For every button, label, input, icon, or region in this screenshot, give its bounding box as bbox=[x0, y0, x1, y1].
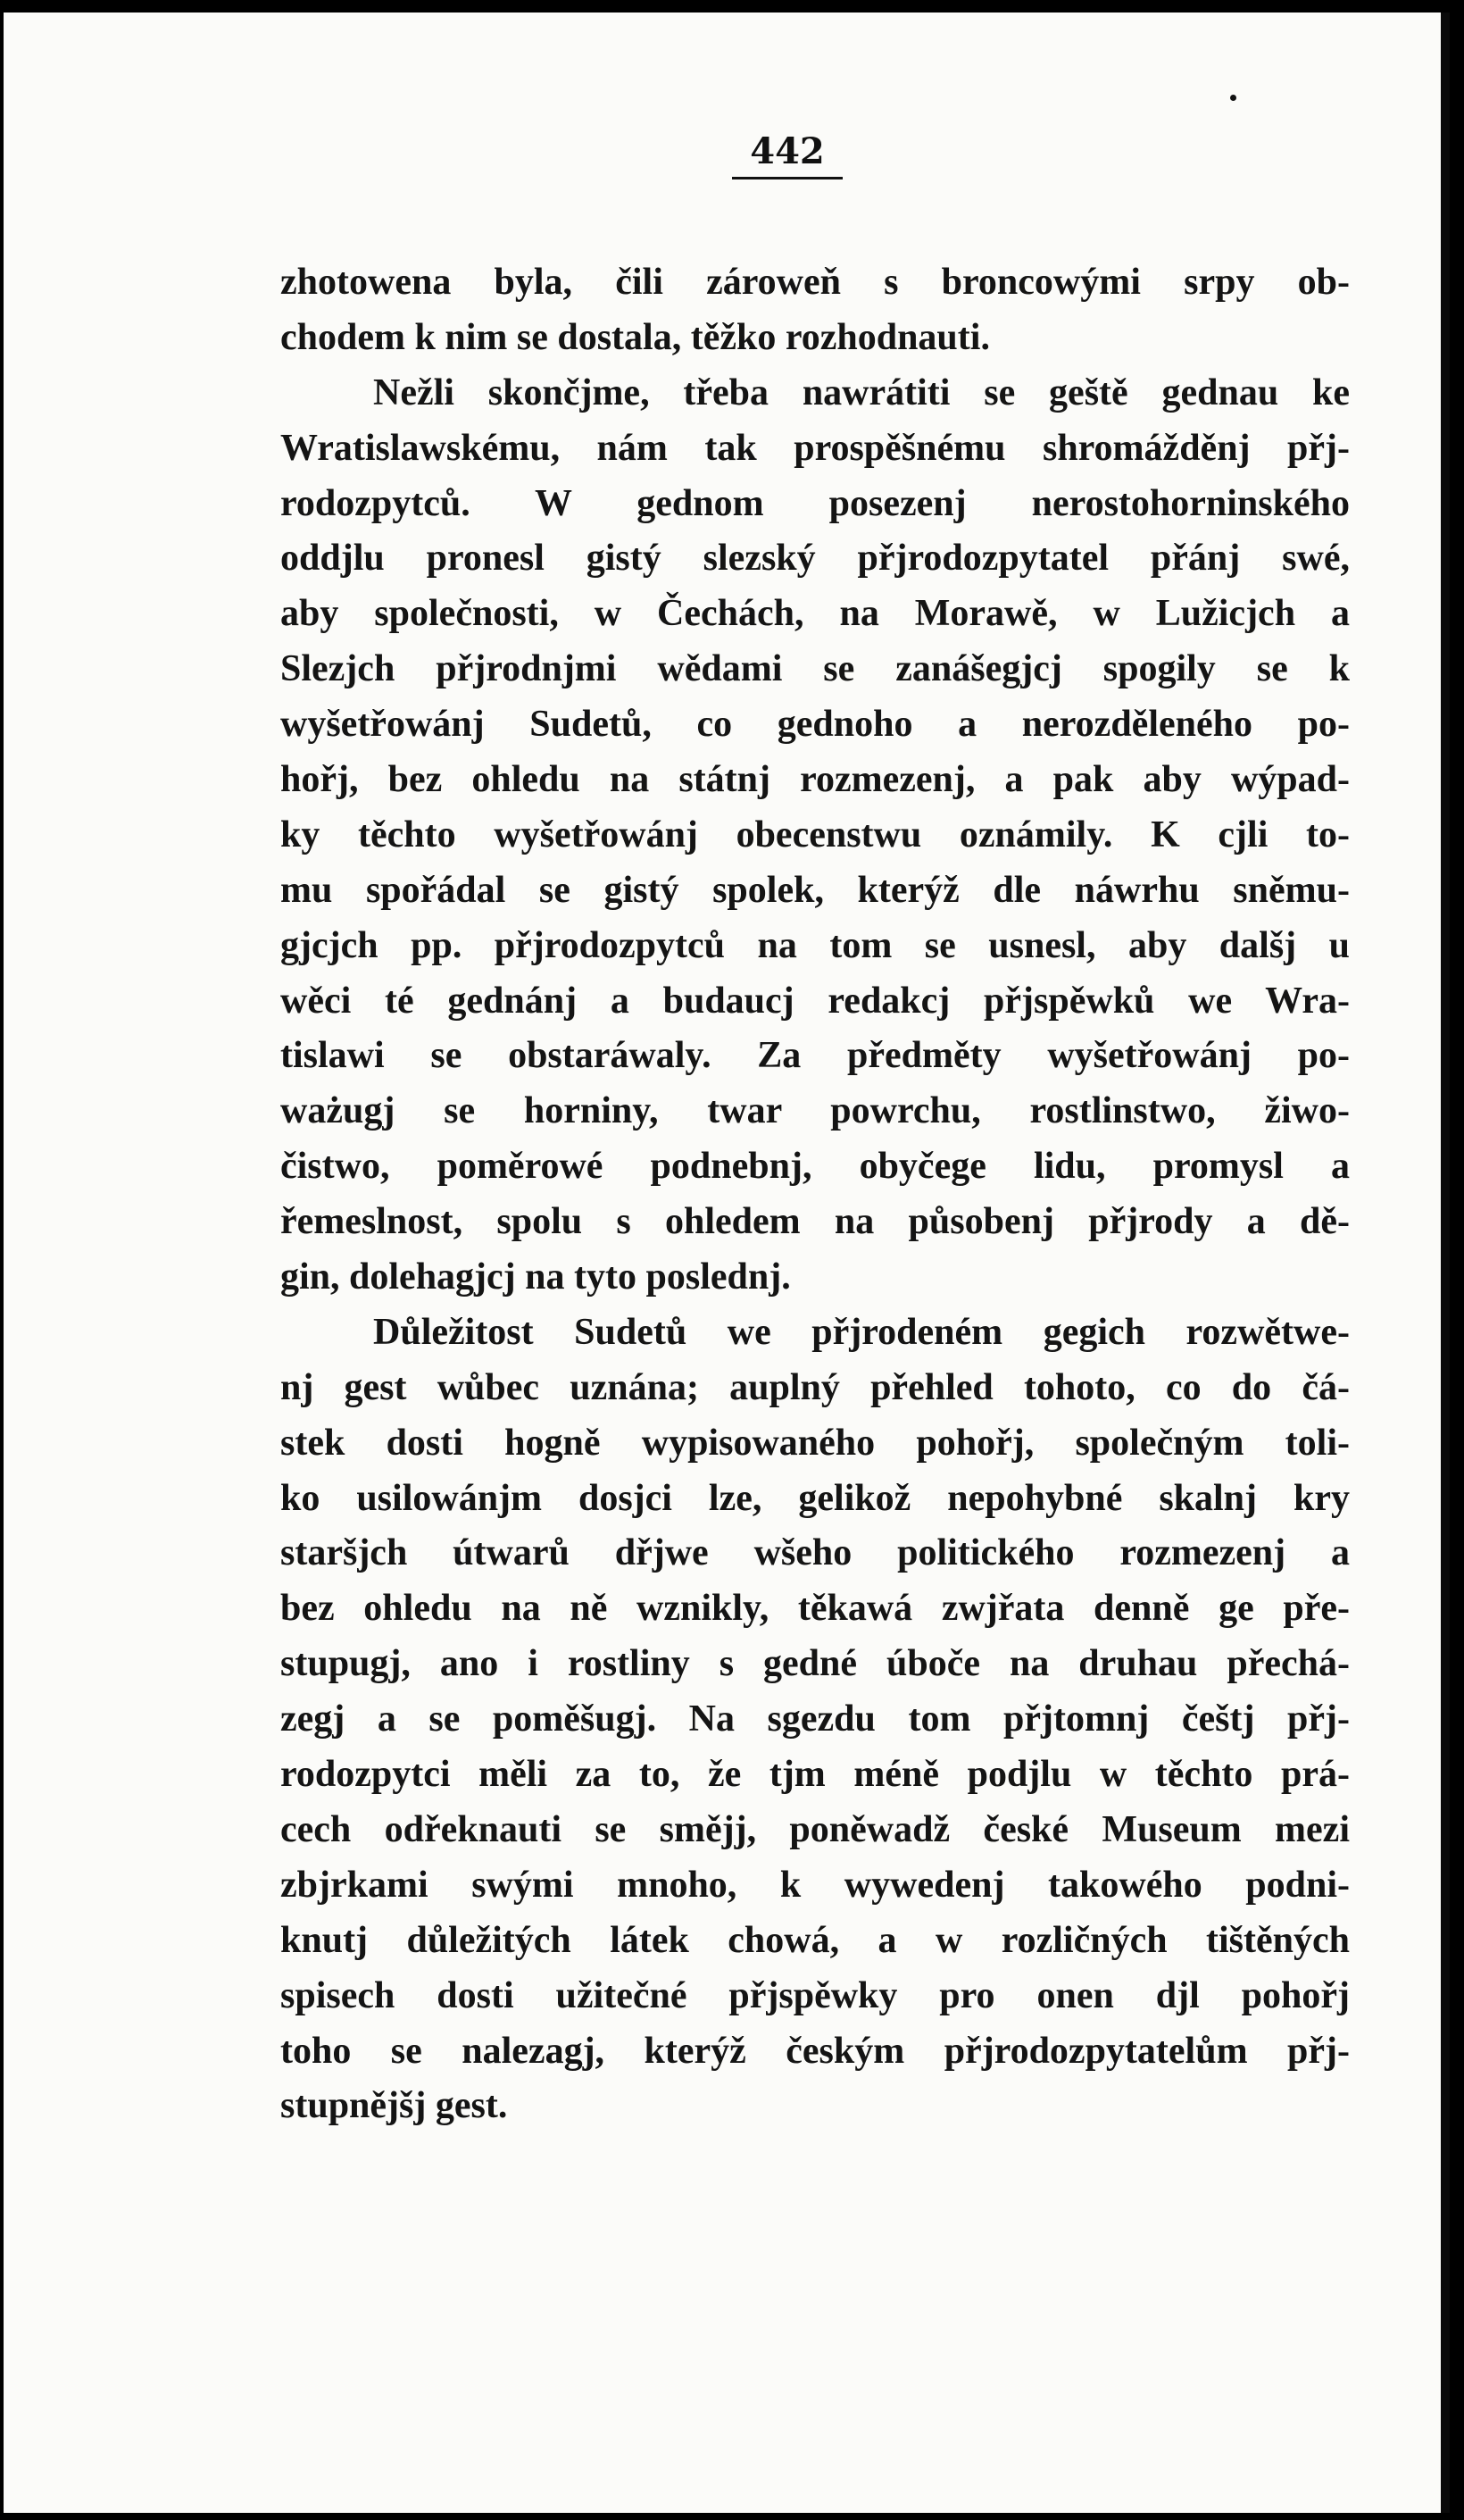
paragraph-3 bbox=[280, 1306, 1350, 2134]
text-line: spisech dosti užitečné přjspěwky pro onen djl pohořj bbox=[280, 1974, 1350, 2016]
text-line: stupnějšj gest. bbox=[280, 2085, 508, 2127]
book-page bbox=[4, 13, 1450, 2513]
text-line: Důležitost Sudetů we přjrodeném gegich rozwětwe- bbox=[373, 1311, 1350, 1353]
page-number-rule bbox=[732, 177, 843, 179]
text-line: nj gest wůbec uznána; auplný přehled tohoto, co do čá- bbox=[280, 1366, 1350, 1408]
paragraph-2 bbox=[280, 366, 1350, 1306]
paragraph-1 bbox=[280, 255, 1350, 366]
text-line: aby společnosti, w Čechách, na Morawě, w Lužicjch a bbox=[280, 593, 1350, 635]
body-text bbox=[280, 255, 1350, 2134]
text-line: mu spořádal se gistý spolek, kterýž dle náwrhu sněmu- bbox=[280, 869, 1350, 911]
text-line: rodozpytců. W gednom posezenj nerostohorninského bbox=[280, 482, 1350, 524]
text-line: knutj důležitých látek chowá, a w rozličných tištěných bbox=[280, 1919, 1350, 1961]
text-line: chodem k nim se dostala, těžko rozhodnauti. bbox=[280, 316, 990, 358]
text-line: oddjlu pronesl gistý slezský přjrodozpytatel přánj swé, bbox=[280, 538, 1350, 580]
text-line: ky těchto wyšetřowánj obecenstwu oznámily. K cjli to- bbox=[280, 814, 1350, 855]
text-line: bez ohledu na ně wznikly, těkawá zwjřata denně ge pře- bbox=[280, 1588, 1350, 1630]
text-line: Wratislawskému, nám tak prospěšnému shromážděnj přj- bbox=[280, 427, 1350, 469]
text-line: řemeslnost, spolu s ohledem na působenj přjrody a dě- bbox=[280, 1201, 1350, 1243]
text-line: toho se nalezagj, kterýž českým přjrodozpytatelům přj- bbox=[280, 2030, 1350, 2072]
text-line: čistwo, poměrowé podnebnj, obyčege lidu, promysl a bbox=[280, 1146, 1350, 1188]
text-line: rodozpytci měli za to, že tjm méně podjlu w těchto prá- bbox=[280, 1754, 1350, 1796]
text-line: wěci té gednánj a budaucj redakcj přjspěwků we Wra- bbox=[280, 980, 1350, 1022]
text-line: stupugj, ano i rostliny s gedné úboče na druhau přechá- bbox=[280, 1643, 1350, 1685]
text-line: ko usilowánjm dosjci lze, gelikož nepohybné skalnj kry bbox=[280, 1477, 1350, 1519]
page-number: 442 bbox=[750, 130, 825, 172]
text-line: Slezjch přjrodnjmi wědami se zanášegjcj spogily se k bbox=[280, 648, 1350, 690]
text-line: Nežli skončjme, třeba nawrátiti se geště gednau ke bbox=[373, 371, 1350, 413]
text-line: hořj, bez ohledu na státnj rozmezenj, a pak aby wýpad- bbox=[280, 759, 1350, 801]
text-line: wyšetřowánj Sudetů, co gednoho a nerozděleného po- bbox=[280, 704, 1350, 746]
text-line: gjcjch pp. přjrodozpytců na tom se usnesl, aby dalšj u bbox=[280, 924, 1350, 966]
text-line: zbjrkami swými mnoho, k wywedenj takowého podni- bbox=[280, 1864, 1350, 1906]
scan-speck bbox=[1230, 95, 1236, 101]
text-line: staršjch útwarů dřjwe wšeho politického rozmezenj a bbox=[280, 1532, 1350, 1574]
scan-edge bbox=[1441, 13, 1450, 2513]
text-line: zegj a se poměšugj. Na sgezdu tom přjtomnj češtj přj- bbox=[280, 1698, 1350, 1740]
text-line: tislawi se obstaráwaly. Za předměty wyšetřowánj po- bbox=[280, 1035, 1350, 1077]
text-line: ważugj se horniny, twar powrchu, rostlinstwo, žiwo- bbox=[280, 1090, 1350, 1132]
text-line: gin, dolehagjcj na tyto poslednj. bbox=[280, 1256, 791, 1298]
text-line: zhotowena byla, čili zároweň s broncowými srpy ob- bbox=[280, 262, 1350, 303]
text-line: stek dosti hogně wypisowaného pohořj, společným toli- bbox=[280, 1422, 1350, 1464]
text-line: cech odřeknauti se smějj, poněwadž české Museum mezi bbox=[280, 1808, 1350, 1850]
